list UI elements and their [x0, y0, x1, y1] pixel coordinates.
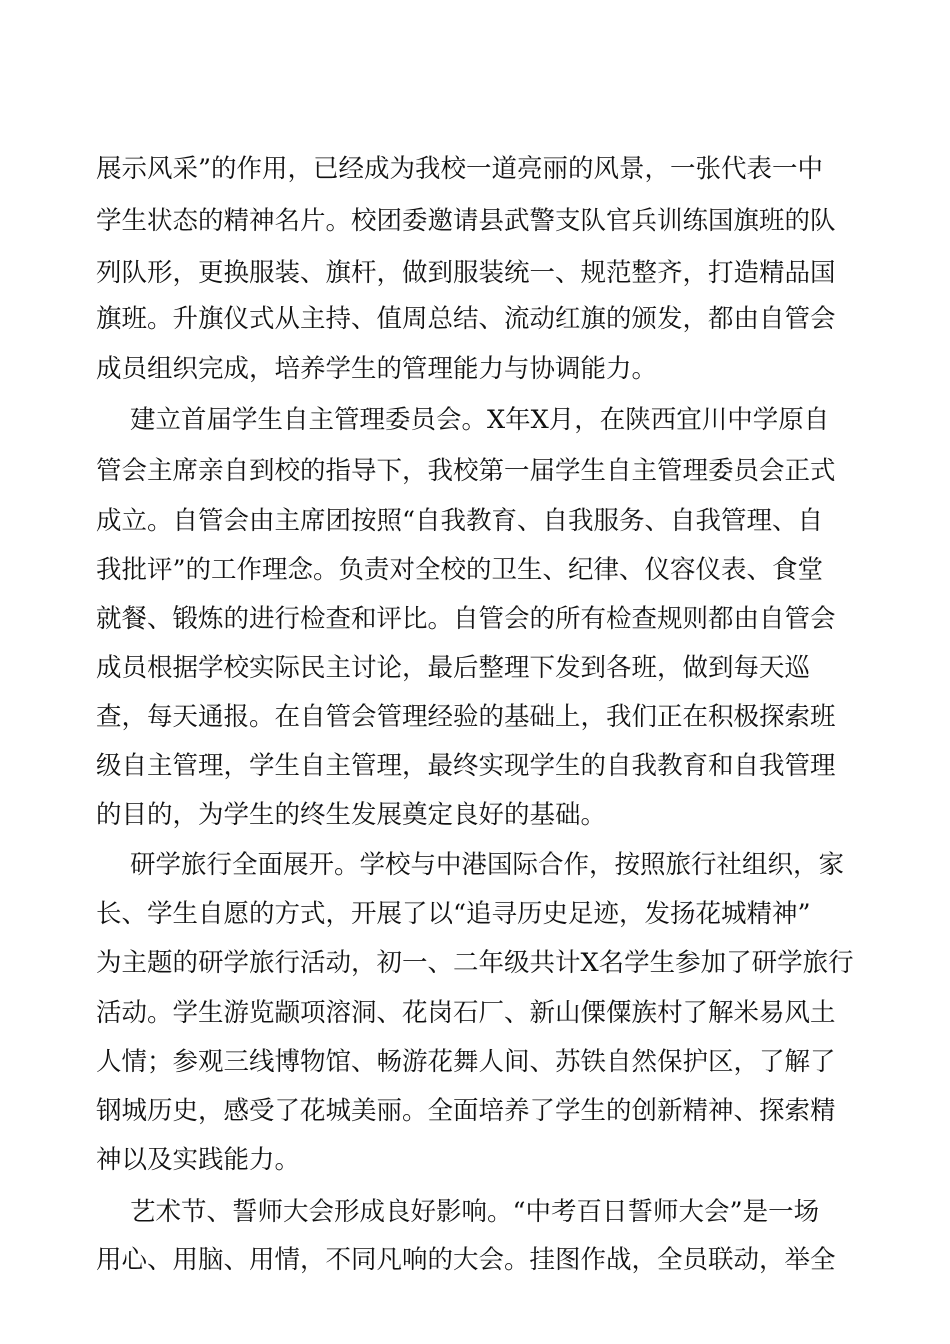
- text-line: 就餐、锻炼的进行检查和评比。自管会的所有检查规则都由自管会: [96, 604, 836, 634]
- text-line: 学生状态的精神名片。校团委邀请县武警支队官兵训练国旗班的队: [96, 206, 836, 236]
- text-line: 成员根据学校实际民主讨论，最后整理下发到各班，做到每天巡: [96, 653, 811, 683]
- text-line: 成立。自管会由主席团按照“自我教育、自我服务、自我管理、自: [96, 506, 824, 536]
- text-line: 我批评”的工作理念。负责对全校的卫生、纪律、仪容仪表、食堂: [96, 555, 824, 585]
- text-line: 展示风采”的作用，已经成为我校一道亮丽的风景，一张代表一中: [96, 154, 824, 184]
- text-line: 列队形，更换服装、旗杆，做到服装统一、规范整齐，打造精品国: [96, 258, 836, 288]
- text-line: 成员组织完成，培养学生的管理能力与协调能力。: [96, 354, 658, 384]
- paragraph-first-line: 研学旅行全面展开。学校与中港国际合作，按照旅行社组织，家: [130, 850, 845, 880]
- text-line: 用心、用脑、用情，不同凡响的大会。挂图作战，全员联动，举全: [96, 1245, 836, 1275]
- text-line: 长、学生自愿的方式，开展了以“追寻历史足迹，发扬花城精神”: [96, 899, 811, 929]
- paragraph-first-line: 建立首届学生自主管理委员会。X年X月，在陕西宜川中学原自: [130, 405, 830, 435]
- paragraph-first-line: 艺术节、誓师大会形成良好影响。“中考百日誓师大会”是一场: [130, 1197, 820, 1227]
- text-line: 旗班。升旗仪式从主持、值周总结、流动红旗的颁发，都由自管会: [96, 304, 836, 334]
- text-line: 的目的，为学生的终生发展奠定良好的基础。: [96, 800, 607, 830]
- text-line: 活动。学生游览颛项溶洞、花岗石厂、新山傈僳族村了解米易风土: [96, 998, 836, 1028]
- text-line: 查，每天通报。在自管会管理经验的基础上，我们正在积极探索班: [96, 702, 836, 732]
- text-line: 级自主管理，学生自主管理，最终实现学生的自我教育和自我管理: [96, 751, 836, 781]
- text-line: 钢城历史，感受了花城美丽。全面培养了学生的创新精神、探索精: [96, 1096, 836, 1126]
- text-line: 为主题的研学旅行活动，初一、二年级共计X名学生参加了研学旅行: [96, 948, 854, 978]
- text-line: 人情；参观三线博物馆、畅游花舞人间、苏铁自然保护区，了解了: [96, 1047, 836, 1077]
- text-line: 神以及实践能力。: [96, 1145, 301, 1175]
- text-line: 管会主席亲自到校的指导下，我校第一届学生自主管理委员会正式: [96, 456, 836, 486]
